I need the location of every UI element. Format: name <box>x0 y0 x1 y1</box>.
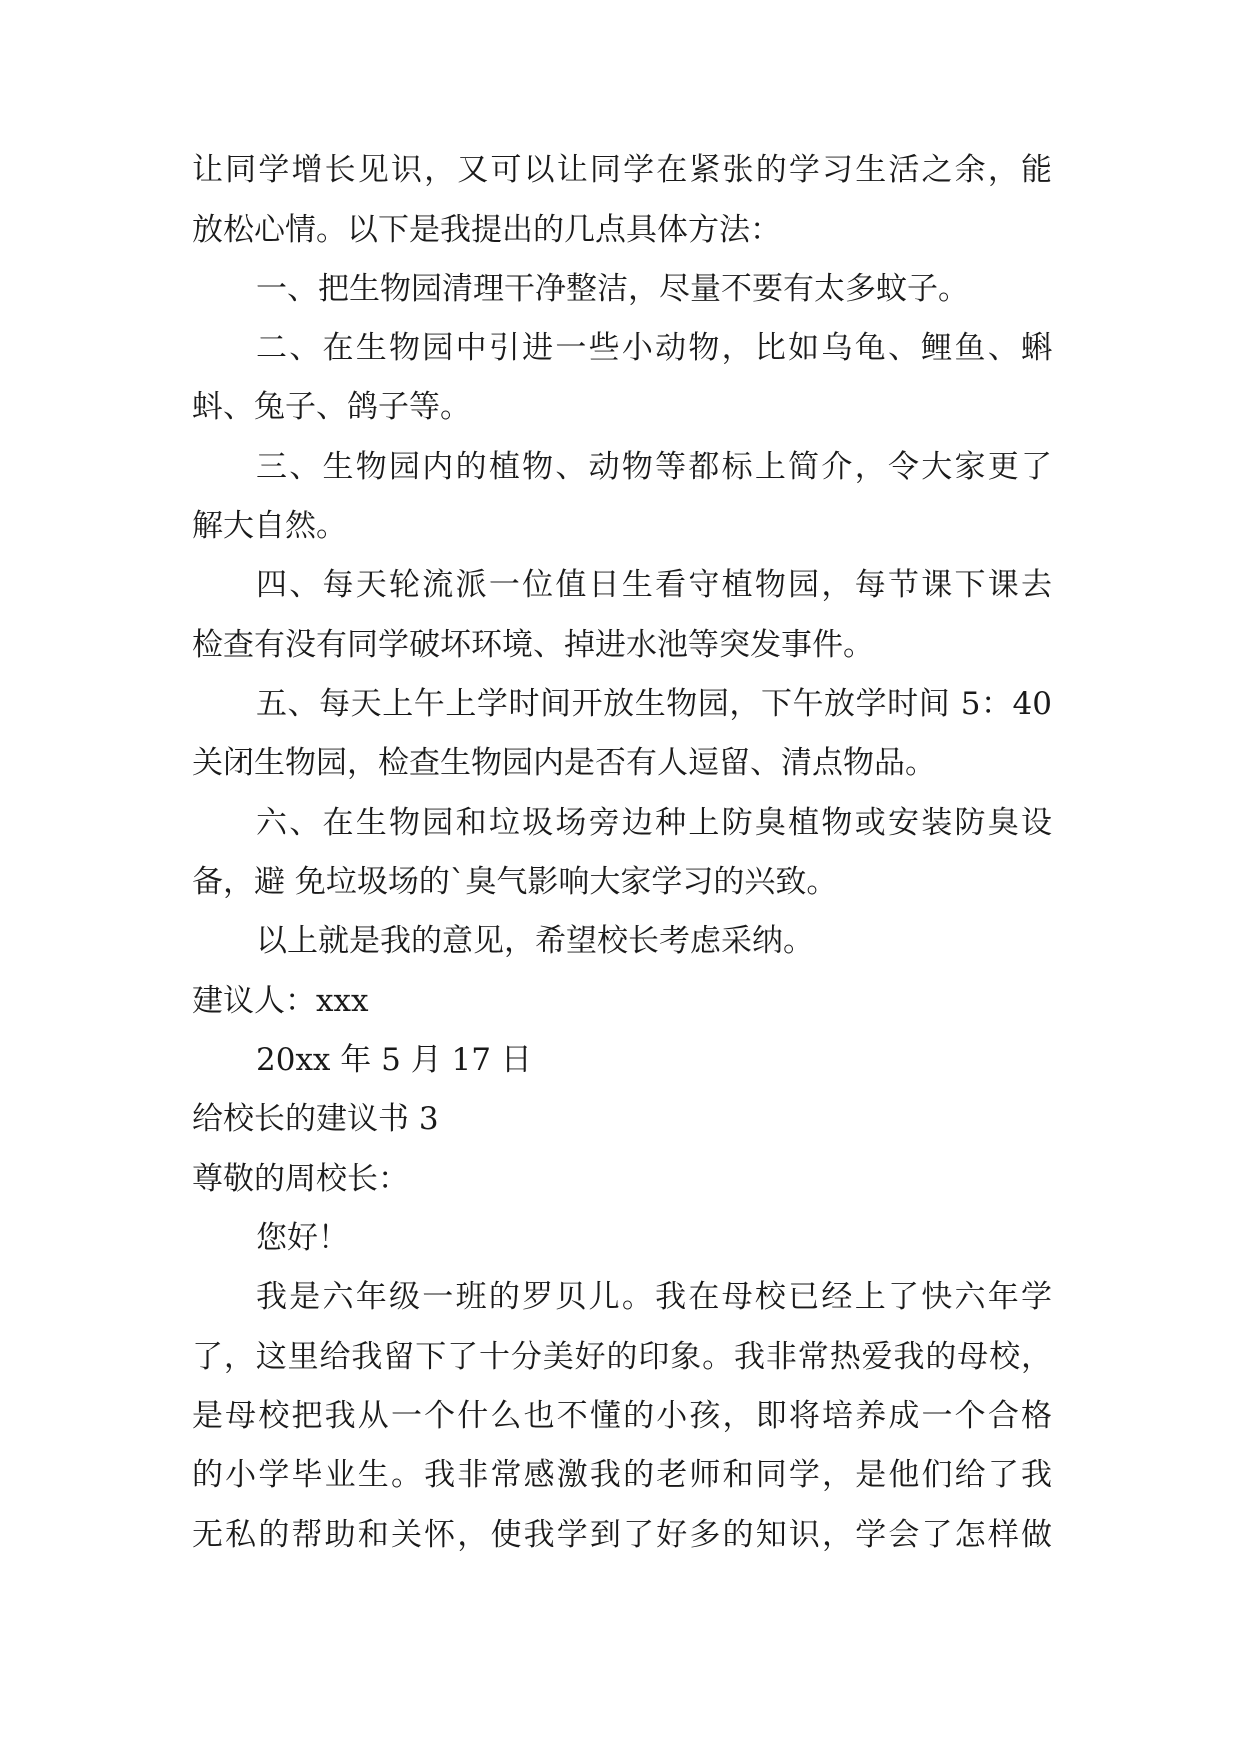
text-line: 蚪、兔子、鸽子等。 <box>192 389 471 425</box>
text-line: 解大自然。 <box>192 508 347 544</box>
text-line: 让同学增长见识，又可以让同学在紧张的学习生活之余，能 <box>192 152 1052 188</box>
text-line: 关闭生物园，检查生物园内是否有人逗留、清点物品。 <box>192 745 936 781</box>
section-title: 给校长的建议书 3 <box>192 1101 439 1137</box>
text-line: 我是六年级一班的罗贝儿。我在母校已经上了快六年学 <box>256 1279 1052 1315</box>
text-line: 的小学毕业生。我非常感激我的老师和同学，是他们给了我 <box>192 1457 1052 1493</box>
text-line: 放松心情。以下是我提出的几点具体方法： <box>192 212 781 248</box>
text-line: 四、每天轮流派一位值日生看守植物园，每节课下课去 <box>256 567 1052 603</box>
text-line: 六、在生物园和垃圾场旁边种上防臭植物或安装防臭设 <box>256 805 1052 841</box>
text-line: 备，避 免垃圾场的`臭气影响大家学习的兴致。 <box>192 864 838 900</box>
salutation: 尊敬的周校长： <box>192 1161 409 1197</box>
text-line: 一、把生物园清理干净整洁，尽量不要有太多蚊子。 <box>256 271 969 307</box>
text-line: 二、在生物园中引进一些小动物，比如乌龟、鲤鱼、蝌 <box>256 330 1052 366</box>
text-line: 无私的帮助和关怀，使我学到了好多的知识，学会了怎样做 <box>192 1517 1052 1553</box>
date-line: 20xx 年 5 月 17 日 <box>256 1042 532 1078</box>
text-line: 三、生物园内的植物、动物等都标上简介，令大家更了 <box>256 449 1052 485</box>
signer-line: 建议人：xxx <box>192 983 369 1019</box>
text-line: 检查有没有同学破坏环境、掉进水池等突发事件。 <box>192 627 874 663</box>
text-line: 了，这里给我留下了十分美好的印象。我非常热爱我的母校， <box>192 1339 1052 1375</box>
text-line: 是母校把我从一个什么也不懂的小孩，即将培养成一个合格 <box>192 1398 1052 1434</box>
greeting: 您好！ <box>256 1220 349 1256</box>
text-line: 五、每天上午上学时间开放生物园，下午放学时间 5：40 <box>256 686 1052 722</box>
text-line: 以上就是我的意见，希望校长考虑采纳。 <box>256 923 814 959</box>
